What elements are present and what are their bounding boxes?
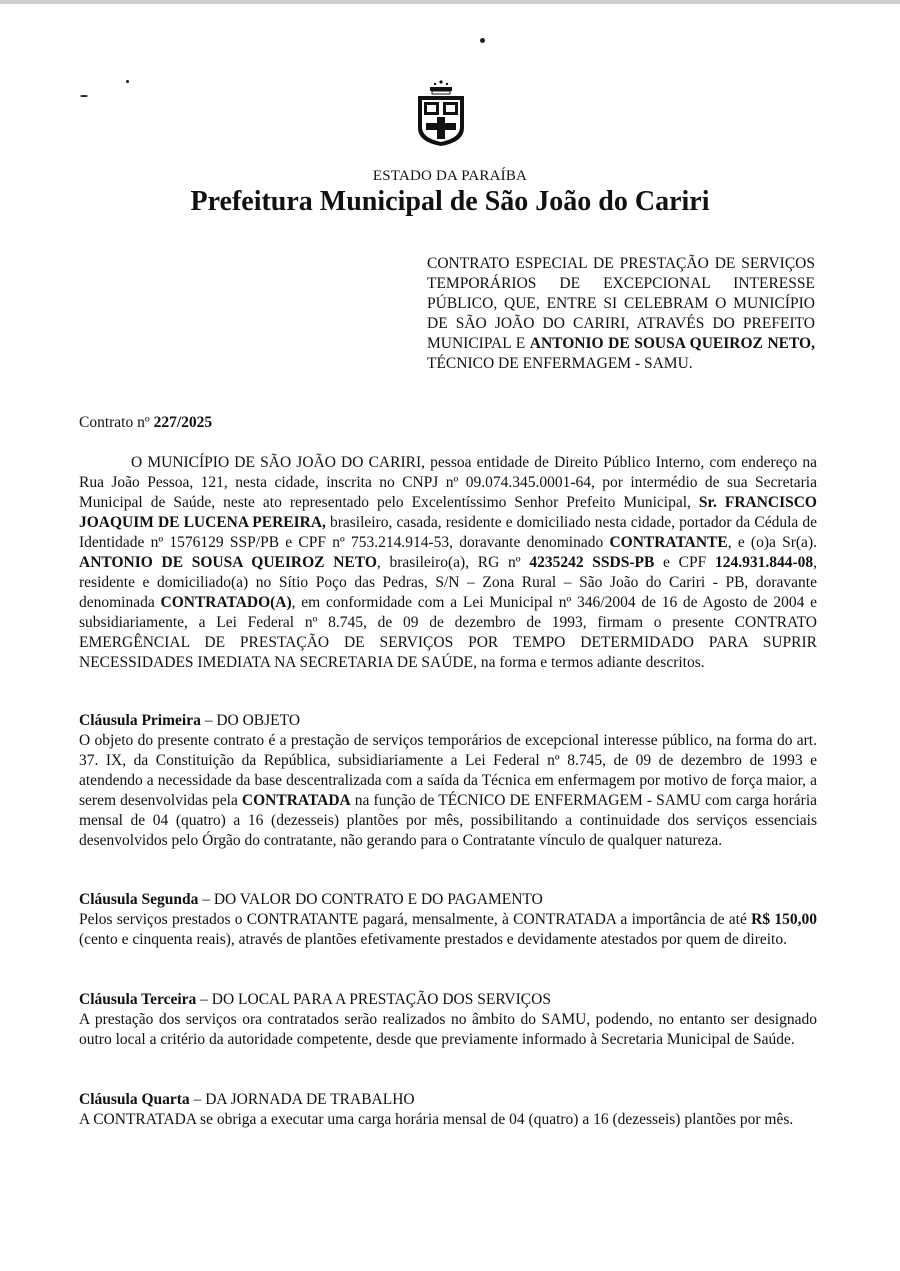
clause-heading bbox=[79, 890, 817, 910]
intro-text: , e (o)a Sr(a). bbox=[727, 534, 817, 551]
state-name: ESTADO DA PARAÍBA bbox=[372, 168, 528, 184]
clause-text-part: na função de TÉCNICO DE ENFERMAGEM - SAMU com carga horária mensal de 04 (quatro) a 16 (dezesseis) plantões por mês, possibilitando a continuidade dos serviços essenciais desenvolvidos pelo Órgão do contratante, não gerando para o Contratante vínculo de qualquer natureza. bbox=[79, 792, 818, 849]
contratado-label: CONTRATADO(A) bbox=[160, 594, 292, 611]
clause-fourth bbox=[79, 1090, 817, 1130]
mayor-name: Sr. FRANCISCO JOAQUIM DE LUCENA PEREIRA, bbox=[79, 494, 817, 531]
clause-label: Cláusula Primeira bbox=[79, 712, 201, 729]
clause-label: Cláusula Quarta bbox=[79, 1091, 190, 1108]
cpf-number: 124.931.844-08 bbox=[714, 554, 814, 571]
scan-speck bbox=[80, 95, 88, 97]
clause-text bbox=[79, 731, 817, 851]
intro-text: O MUNICÍPIO DE SÃO JOÃO DO CARIRI, pessoa entidade de Direito Público Interno, com endereço na Rua João Pessoa, 121, nesta cidade, inscrita no CNPJ nº 09.074.345.0001-64, por intermédio de sua Secretaria Municipal de Saúde, neste ato representado pelo Excelentíssimo Senhor Prefeito Municipal, bbox=[79, 454, 817, 511]
intro-text: brasileiro, casada, residente e domiciliado nesta cidade, portador da Cédula de Identidade nº 1576129 SSP/PB e CPF nº 753.214.914-53, doravante denominado bbox=[79, 514, 817, 551]
clause-title: – DO OBJETO bbox=[200, 712, 301, 729]
clause-title: – DO VALOR DO CONTRATO E DO PAGAMENTO bbox=[198, 891, 543, 908]
payment-amount: R$ 150,00 bbox=[751, 911, 817, 928]
clause-third bbox=[79, 990, 817, 1050]
clause-label: Cláusula Terceira bbox=[79, 991, 197, 1008]
summary-text: CONTRATO ESPECIAL DE PRESTAÇÃO DE SERVIÇOS TEMPORÁRIOS DE EXCEPCIONAL INTERESSE PÚBLICO, QUE, ENTRE SI CELEBRAM O MUNICÍPIO DE SÃO JOÃO DO CARIRI, ATRAVÉS DO PREFEITO MUNICIPAL E bbox=[427, 255, 815, 352]
contract-number-line bbox=[79, 414, 212, 432]
rg-number: 4235242 SSDS-PB bbox=[529, 554, 655, 571]
clause-title: – DO LOCAL PARA A PRESTAÇÃO DOS SERVIÇOS bbox=[196, 991, 551, 1008]
clause-second bbox=[79, 890, 817, 950]
municipal-coat-of-arms-icon bbox=[414, 76, 468, 148]
intro-text: e CPF bbox=[654, 554, 715, 571]
intro-text: , residente e domiciliado(a) no Sítio Poço das Pedras, S/N – Zona Rural – São João do Cariri - PB, doravante denominada bbox=[79, 554, 817, 611]
clause-text: A CONTRATADA se obriga a executar uma carga horária mensal de 04 (quatro) a 16 (dezesseis) plantões por mês. bbox=[79, 1111, 794, 1128]
contract-summary bbox=[427, 254, 815, 374]
clause-text: A prestação dos serviços ora contratados serão realizados no âmbito do SAMU, podendo, no entanto ser designado outro local a critério da autoridade competente, desde que previamente informado à Secretaria Municipal de Saúde. bbox=[79, 1011, 817, 1048]
intro-paragraph bbox=[79, 453, 817, 673]
clause-text-part: O objeto do presente contrato é a prestação de serviços temporários de excepcional interesse público, na forma do art. 37. IX, da Constituição da República, subsidiariamente a Lei Federal nº 8.745, de 09 de dezembro de 1993 e atendendo a necessidade da base descentralizada com a saída da Técnica em enfermagem por motivo de força maior, a serem desenvolvidas pela bbox=[79, 732, 817, 809]
clause-first bbox=[79, 711, 817, 851]
contract-number-label: Contrato nº bbox=[79, 414, 154, 431]
contratada-label: CONTRATADA bbox=[241, 792, 351, 809]
clause-heading bbox=[79, 1090, 817, 1110]
scan-top-edge bbox=[0, 0, 900, 4]
intro-text: , em conformidade com a Lei Municipal nº 346/2004 de 16 de Agosto de 2004 e subsidiariamente, a Lei Federal nº 8.745, de 09 de dezembro de 1993, firmam o presente CONTRATO EMERGÊNCIAL DE PRESTAÇÃO DE SERVIÇOS POR TEMPO DETERMIDADO PARA SUPRIR NECESSIDADES IMEDIATA NA SECRETARIA DE SAÚDE, na forma e termos adiante descritos. bbox=[79, 594, 817, 671]
intro-text: , brasileiro(a), RG nº bbox=[376, 554, 530, 571]
contratante-label: CONTRATANTE bbox=[609, 534, 728, 551]
clause-heading bbox=[79, 990, 817, 1010]
municipality-title: Prefeitura Municipal de São João do Cariri bbox=[190, 186, 710, 217]
clause-text-part: Pelos serviços prestados o CONTRATANTE pagará, mensalmente, à CONTRATADA a importância de até bbox=[79, 911, 752, 928]
contractor-role: TÉCNICO DE ENFERMAGEM - SAMU. bbox=[427, 355, 693, 372]
contract-number: 227/2025 bbox=[153, 414, 213, 431]
clause-text bbox=[79, 910, 817, 950]
clause-heading bbox=[79, 711, 817, 731]
contractor-name: ANTONIO DE SOUSA QUEIROZ NETO, bbox=[529, 335, 815, 352]
scan-speck bbox=[480, 38, 485, 43]
clause-title: – DA JORNADA DE TRABALHO bbox=[189, 1091, 415, 1108]
clause-label: Cláusula Segunda bbox=[79, 891, 199, 908]
clause-text-part: (cento e cinquenta reais), através de plantões efetivamente prestados e devidamente atestados por quem de direito. bbox=[79, 931, 787, 948]
contracted-name: ANTONIO DE SOUSA QUEIROZ NETO bbox=[79, 554, 377, 571]
scan-speck bbox=[126, 80, 129, 83]
